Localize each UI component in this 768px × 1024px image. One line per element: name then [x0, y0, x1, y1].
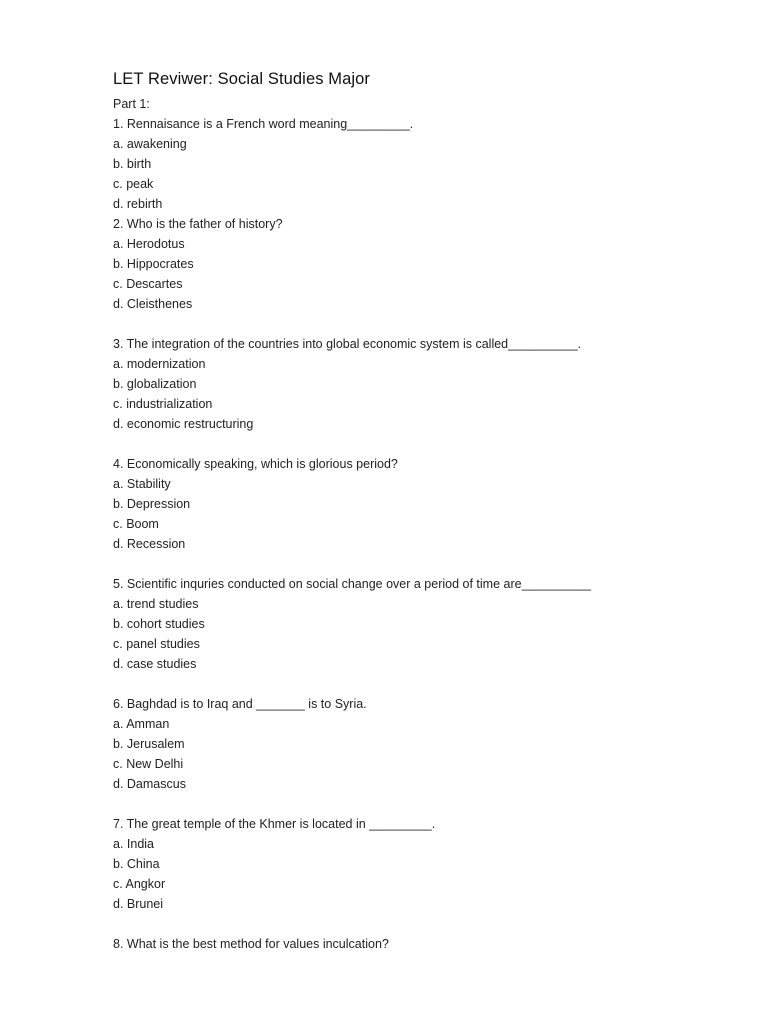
choice-d: d. Damascus: [113, 777, 186, 791]
choice-a: a. modernization: [113, 357, 206, 371]
choice-b: b. Jerusalem: [113, 737, 185, 751]
choice-c: c. Descartes: [113, 277, 183, 291]
question-3: [113, 334, 733, 434]
choice-b: b. Hippocrates: [113, 257, 194, 271]
choice-c: c. panel studies: [113, 637, 200, 651]
choice-c: c. New Delhi: [113, 757, 184, 771]
choice-a: a. Stability: [113, 477, 171, 491]
choice-b: b. birth: [113, 157, 152, 171]
choice-a: a. awakening: [113, 137, 187, 151]
question-text: 3. The integration of the countries into global economic system is called__________.: [113, 337, 582, 351]
question-4: [113, 454, 733, 554]
choice-d: d. Brunei: [113, 897, 164, 911]
choice-d: d. case studies: [113, 657, 197, 671]
choice-a: a. trend studies: [113, 597, 199, 611]
choice-d: d. Recession: [113, 537, 186, 551]
question-text: 7. The great temple of the Khmer is located in _________.: [113, 817, 436, 831]
choice-c: c. Boom: [113, 517, 159, 531]
question-5: [113, 574, 733, 674]
choice-a: a. Amman: [113, 717, 170, 731]
part-label: Part 1:: [113, 97, 150, 111]
question-1: [113, 114, 733, 214]
choice-b: b. globalization: [113, 377, 197, 391]
choice-d: d. economic restructuring: [113, 417, 254, 431]
choice-a: a. Herodotus: [113, 237, 185, 251]
document-title: LET Reviwer: Social Studies Major: [113, 70, 371, 88]
choice-d: d. rebirth: [113, 197, 163, 211]
question-6: [113, 694, 733, 794]
choice-b: b. Depression: [113, 497, 191, 511]
choice-b: b. cohort studies: [113, 617, 205, 631]
question-7: [113, 814, 733, 914]
question-text: 8. What is the best method for values inculcation?: [113, 937, 389, 951]
document-page: [113, 68, 733, 954]
question-text: 1. Rennaisance is a French word meaning_________.: [113, 117, 414, 131]
choice-d: d. Cleisthenes: [113, 297, 193, 311]
question-text: 4. Economically speaking, which is glorious period?: [113, 457, 398, 471]
choice-b: b. China: [113, 857, 160, 871]
question-text: 5. Scientific inquries conducted on social change over a period of time are__________: [113, 577, 592, 591]
choice-a: a. India: [113, 837, 155, 851]
question-text: 6. Baghdad is to Iraq and _______ is to Syria.: [113, 697, 367, 711]
question-8: [113, 934, 733, 954]
question-text: 2. Who is the father of history?: [113, 217, 283, 231]
choice-c: c. peak: [113, 177, 154, 191]
question-2: [113, 214, 733, 314]
choice-c: c. Angkor: [113, 877, 166, 891]
choice-c: c. industrialization: [113, 397, 213, 411]
